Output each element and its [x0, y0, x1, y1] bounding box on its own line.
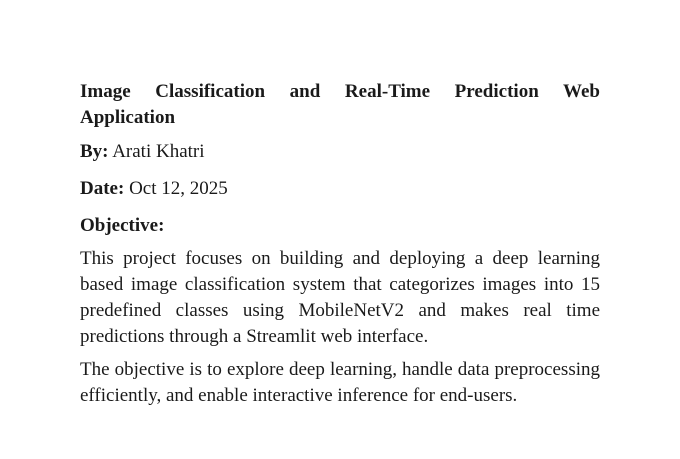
author-name: Arati Khatri [112, 141, 205, 162]
date-label: Date: [80, 178, 125, 199]
date-line [80, 176, 600, 202]
author-line [80, 139, 600, 165]
date-value: Oct 12, 2025 [129, 178, 228, 199]
author-label: By: [80, 141, 109, 162]
document-title-line1: Image Classification and Real-Time Prediction Web [80, 81, 600, 102]
objective-heading: Objective: [80, 215, 165, 236]
document-title [80, 79, 600, 131]
objective-paragraph-2: The objective is to explore deep learning, handle data preprocessing efficiently, and enable interactive inference for end-users. [80, 359, 600, 406]
document-body [80, 79, 600, 416]
objective-paragraph-1: This project focuses on building and deploying a deep learning based image classification system that categorizes images into 15 predefined classes using MobileNetV2 and makes real time predictions through a Streamlit web interface. [80, 248, 600, 347]
document-title-line2: Application [80, 107, 176, 128]
